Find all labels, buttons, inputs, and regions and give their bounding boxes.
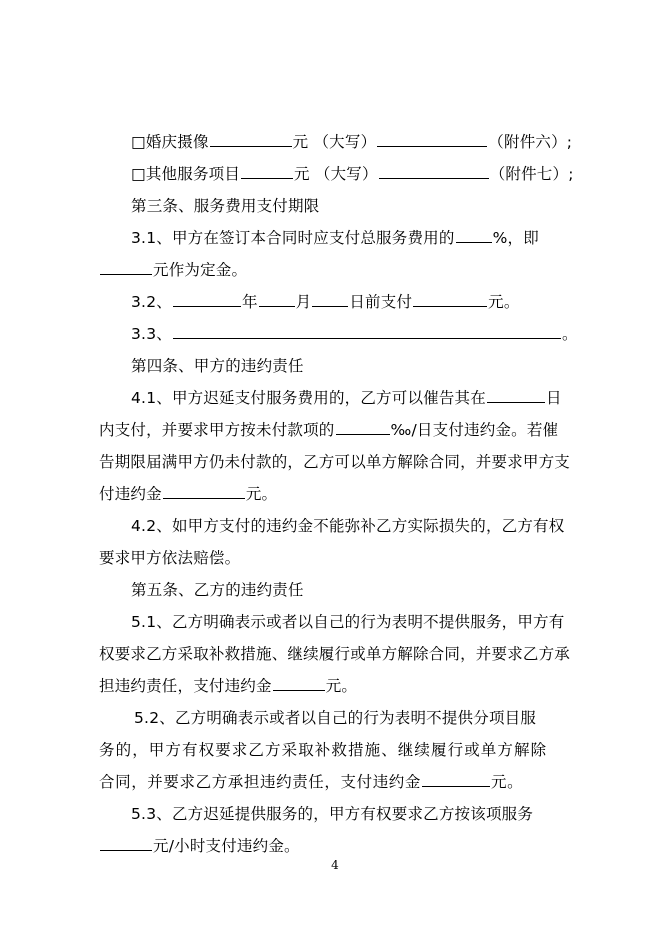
blank-field[interactable]	[173, 324, 561, 339]
blank-field[interactable]	[379, 164, 489, 179]
month-label: 月	[295, 293, 312, 311]
clause-4-2-cont: 要求甲方依法赔偿。	[99, 549, 241, 567]
clause-text: 元作为定金。	[153, 261, 248, 279]
yuan-capital-label: 元 （大写）	[292, 133, 377, 151]
article-3-heading: 第三条、服务费用支付期限	[131, 197, 320, 215]
other-services-label: □其他服务项目	[131, 165, 241, 183]
clause-wedding-video-fee	[131, 132, 572, 152]
blank-field[interactable]	[487, 388, 545, 403]
clause-5-1-cont: 权要求乙方采取补救措施、继续履行或单方解除合同，并要求乙方承	[99, 645, 571, 663]
page-number: 4	[331, 858, 339, 872]
article-4-heading: 第四条、甲方的违约责任	[131, 357, 304, 375]
blank-field[interactable]	[163, 484, 245, 499]
clause-text: 付违约金	[99, 485, 162, 503]
clause-text: 日	[545, 389, 562, 407]
blank-field[interactable]	[273, 676, 325, 691]
clause-5-3: 5.3、乙方迟延提供服务的，甲方有权要求乙方按该项服务	[131, 805, 534, 823]
clause-text: 。	[561, 325, 578, 343]
clause-5-2: 5.2、乙方明确表示或者以自己的行为表明不提供分项目服	[134, 709, 537, 727]
blank-field[interactable]	[100, 260, 152, 275]
blank-field[interactable]	[422, 772, 490, 787]
clause-text: 元。	[488, 293, 520, 311]
clause-text: 3.3、	[131, 325, 172, 343]
clause-text: 元。	[245, 485, 278, 503]
blank-field[interactable]	[312, 292, 348, 307]
clause-3-1-cont	[99, 260, 247, 280]
blank-field[interactable]	[413, 292, 487, 307]
clause-4-1	[131, 388, 562, 408]
clause-3-3	[131, 324, 578, 344]
clause-text: 3.1、甲方在签订本合同时应支付总服务费用的	[131, 229, 455, 247]
blank-field[interactable]	[241, 164, 293, 179]
clause-3-2	[131, 292, 520, 312]
annex-label: （附件七）;	[489, 165, 574, 183]
clause-5-2-cont: 务的，甲方有权要求乙方采取补救措施、继续履行或单方解除	[99, 741, 548, 759]
clause-3-1	[131, 228, 539, 248]
clause-4-1-cont	[99, 484, 277, 504]
clause-text: %，即	[492, 229, 539, 247]
yuan-capital-label: 元 （大写）	[294, 165, 378, 183]
clause-text: 日前支付	[349, 293, 413, 311]
clause-other-services-fee	[131, 164, 574, 184]
clause-text: 元。	[491, 773, 524, 791]
blank-field[interactable]	[456, 228, 492, 243]
clause-text: 4.1、甲方迟延支付服务费用的，乙方可以催告其在	[131, 389, 486, 407]
clause-text: 3.2、	[131, 293, 172, 311]
clause-text: ‰/日支付违约金。若催	[390, 421, 559, 439]
clause-text: 元。	[325, 677, 358, 695]
annex-label: （附件六）;	[488, 133, 573, 151]
clause-4-1-cont: 告期限届满甲方仍未付款的，乙方可以单方解除合同，并要求甲方支	[99, 453, 571, 471]
clause-4-2: 4.2、如甲方支付的违约金不能弥补乙方实际损失的，乙方有权	[131, 517, 565, 535]
blank-field[interactable]	[377, 132, 487, 147]
clause-5-3-cont	[99, 836, 300, 856]
blank-field[interactable]	[259, 292, 295, 307]
clause-text: 内支付，并要求甲方按未付款项的	[99, 421, 335, 439]
clause-5-2-cont	[99, 772, 523, 792]
clause-4-1-cont	[99, 420, 558, 440]
clause-text: 担违约责任，支付违约金	[99, 677, 272, 695]
clause-5-1-cont	[99, 676, 357, 696]
year-label: 年	[241, 293, 258, 311]
article-5-heading: 第五条、乙方的违约责任	[131, 581, 304, 599]
clause-text: 元/小时支付违约金。	[153, 837, 300, 855]
blank-field[interactable]	[210, 132, 292, 147]
blank-field[interactable]	[100, 836, 152, 851]
blank-field[interactable]	[173, 292, 241, 307]
wedding-video-label: □婚庆摄像	[131, 133, 209, 151]
clause-text: 合同，并要求乙方承担违约责任，支付违约金	[99, 773, 422, 791]
clause-5-1: 5.1、乙方明确表示或者以自己的行为表明不提供服务，甲方有	[131, 613, 565, 631]
blank-field[interactable]	[336, 420, 390, 435]
